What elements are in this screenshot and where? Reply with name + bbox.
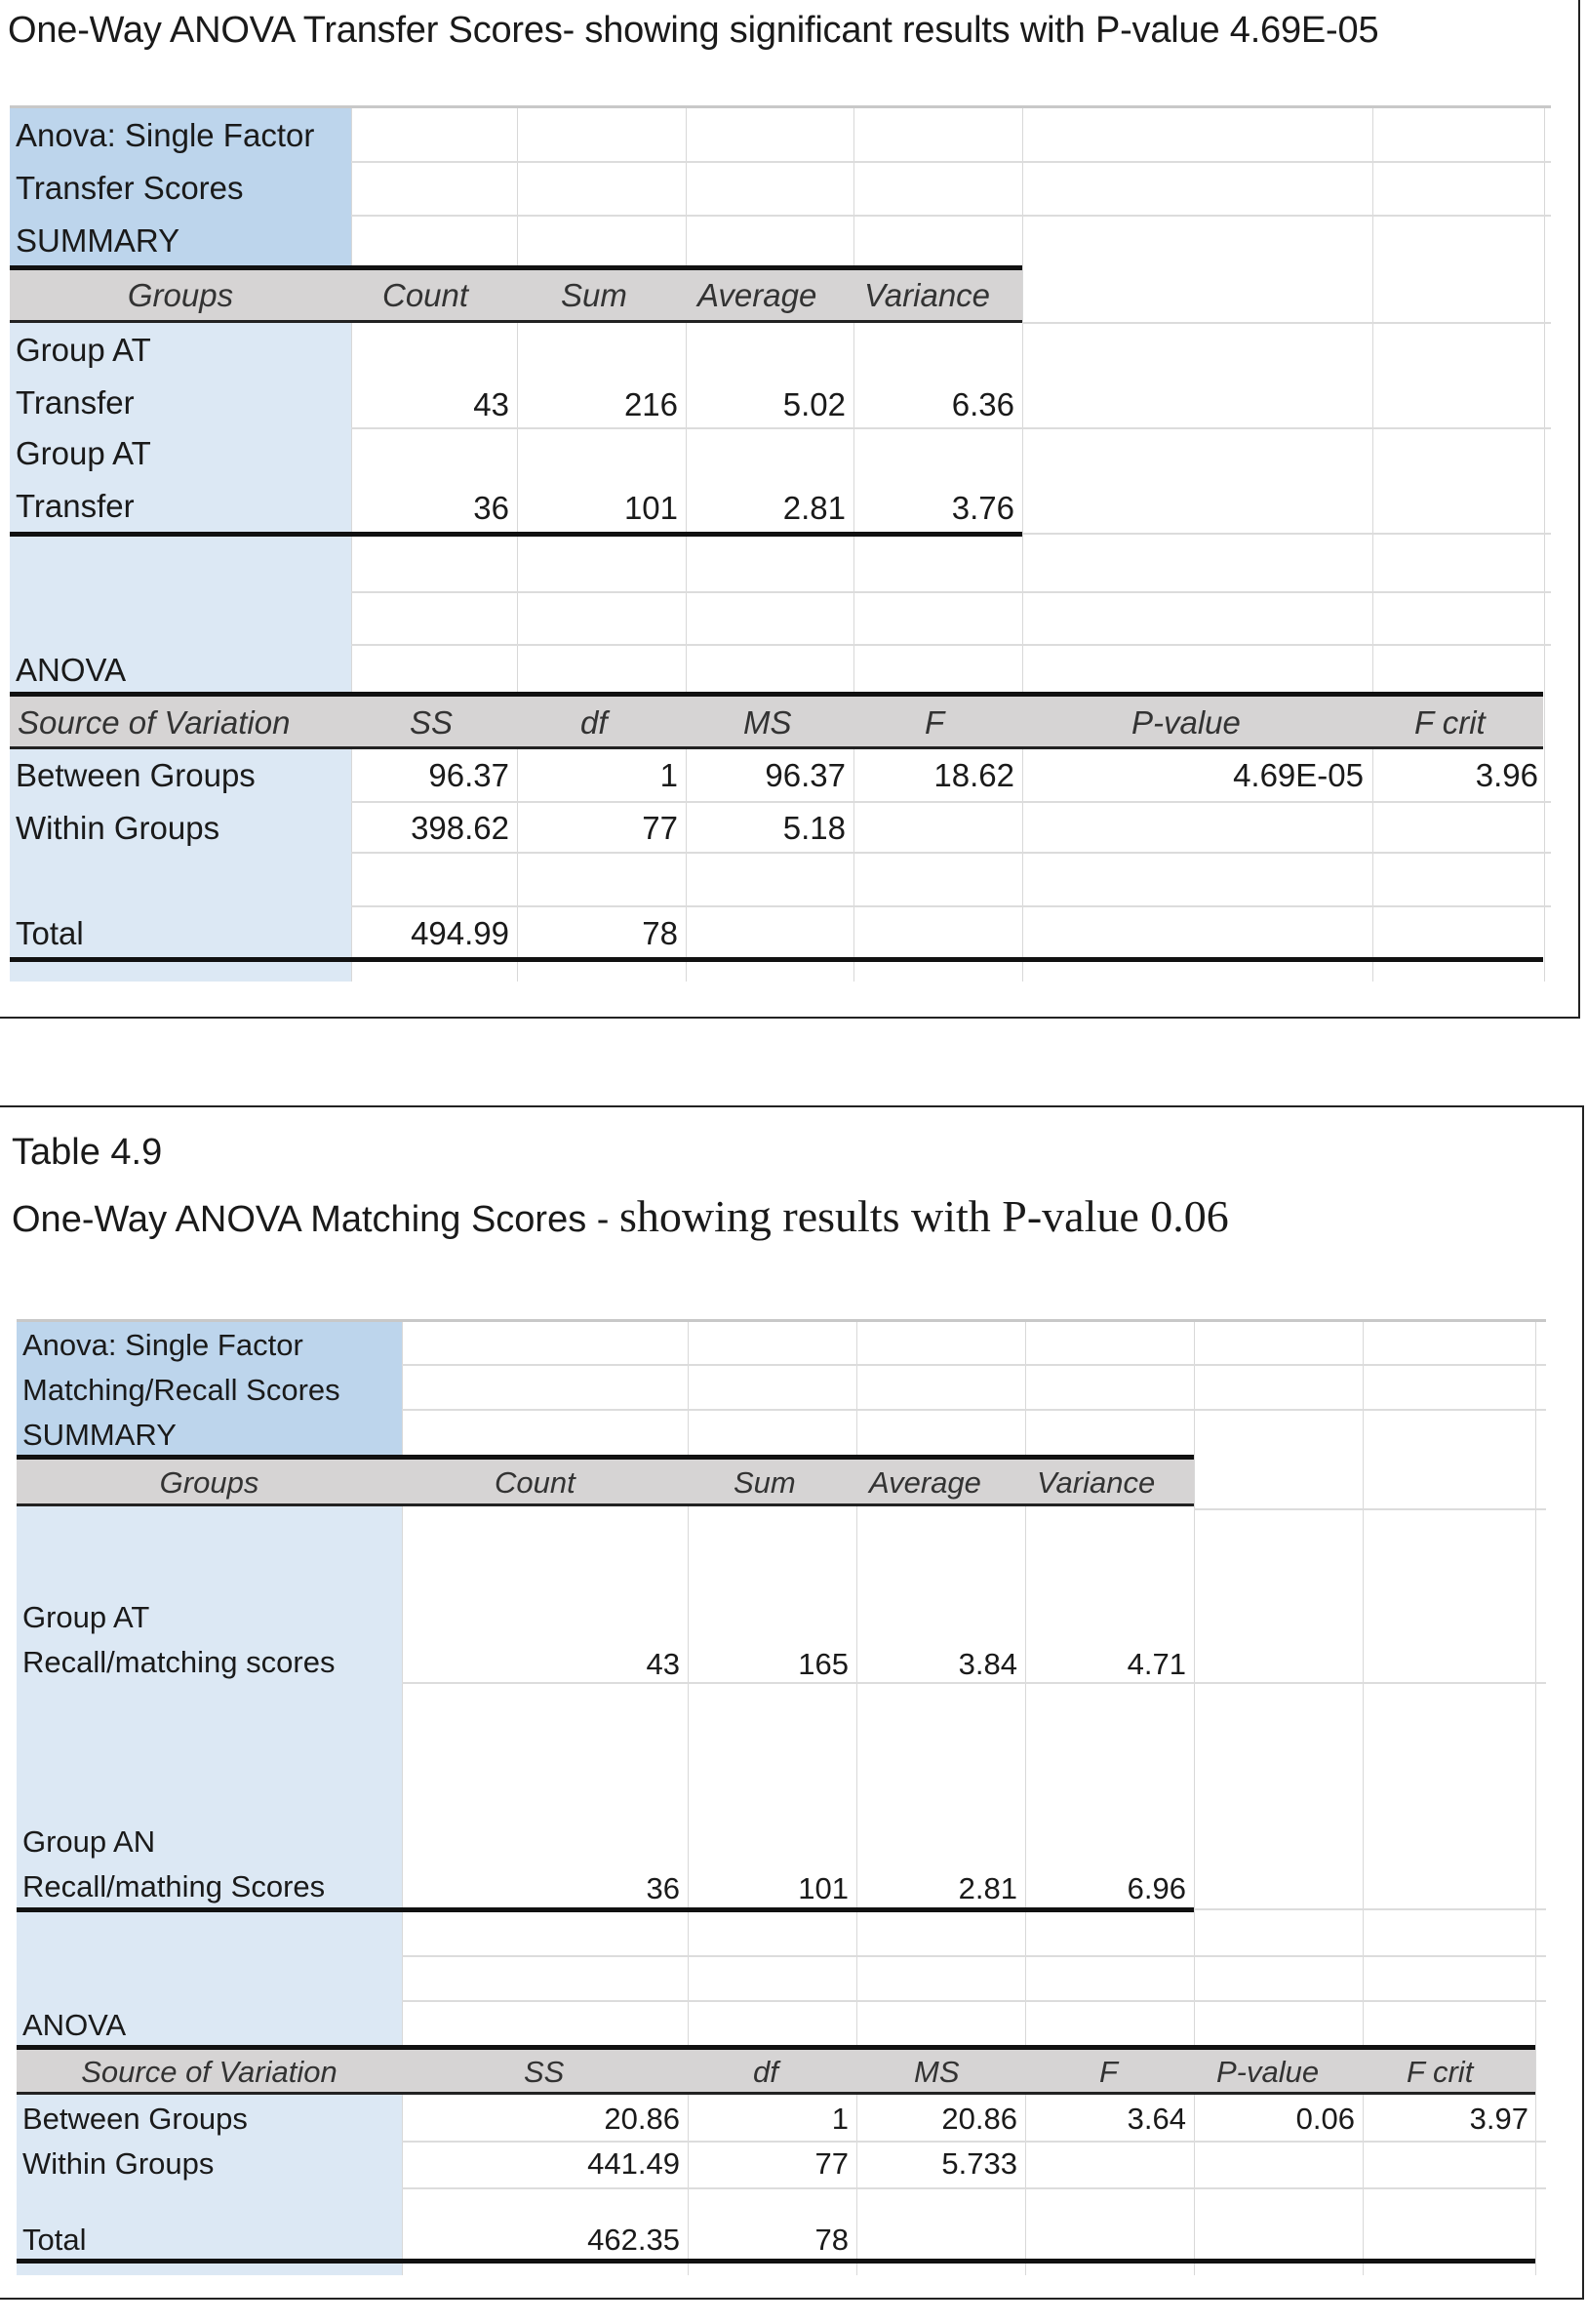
- ms-value: 5.733: [941, 2146, 1017, 2181]
- source-label: Between Groups: [22, 2102, 248, 2136]
- ss-value: 96.37: [428, 757, 509, 793]
- source-label: Total: [22, 2223, 87, 2257]
- group-name-line2: Transfer: [16, 384, 135, 421]
- p-value: 4.69E-05: [1233, 757, 1364, 793]
- col-variance: Variance: [1037, 1465, 1156, 1500]
- f-value: 18.62: [933, 757, 1014, 793]
- variance-value: 4.71: [1127, 1647, 1186, 1681]
- col-p-value: P-value: [1216, 2055, 1320, 2089]
- col-source: Source of Variation: [18, 704, 291, 741]
- col-sum: Sum: [561, 277, 627, 313]
- group-name-line2: Recall/mathing Scores: [22, 1869, 326, 1903]
- sum-value: 101: [798, 1871, 849, 1905]
- df-value: 77: [814, 2146, 849, 2181]
- average-value: 3.84: [958, 1647, 1017, 1681]
- source-label: Within Groups: [22, 2146, 215, 2181]
- group-name: Group AN: [22, 1824, 156, 1859]
- figure-2-title-sans: One-Way ANOVA Matching Scores -: [12, 1199, 619, 1240]
- col-ss: SS: [410, 704, 454, 741]
- f-crit-value: 3.97: [1469, 2102, 1528, 2136]
- count-value: 36: [473, 490, 509, 526]
- col-df: df: [753, 2055, 778, 2089]
- count-value: 43: [473, 386, 509, 422]
- average-value: 2.81: [782, 490, 846, 526]
- summary-label: SUMMARY: [22, 1418, 177, 1452]
- col-ms: MS: [914, 2055, 960, 2089]
- anova-label: ANOVA: [22, 2008, 127, 2042]
- df-value: 78: [814, 2223, 849, 2257]
- variance-value: 3.76: [951, 490, 1014, 526]
- col-f: F: [1099, 2055, 1118, 2089]
- source-label: Between Groups: [16, 757, 256, 793]
- average-value: 5.02: [782, 386, 846, 422]
- summary-label: SUMMARY: [16, 222, 180, 259]
- col-ms: MS: [743, 704, 792, 741]
- ms-value: 5.18: [782, 810, 846, 846]
- group-name: Group AT: [16, 435, 151, 471]
- col-count: Count: [382, 277, 469, 313]
- ss-value: 462.35: [587, 2223, 680, 2257]
- variance-value: 6.96: [1127, 1871, 1186, 1905]
- sheet-title: Anova: Single Factor: [16, 117, 315, 153]
- source-label: Within Groups: [16, 810, 220, 846]
- col-ss: SS: [524, 2055, 565, 2089]
- col-count: Count: [495, 1465, 575, 1500]
- col-variance: Variance: [864, 277, 991, 313]
- f-crit-value: 3.96: [1475, 757, 1538, 793]
- col-f-crit: F crit: [1414, 704, 1486, 741]
- sheet-subtitle: Transfer Scores: [16, 170, 244, 206]
- ss-value: 441.49: [587, 2146, 680, 2181]
- f-value: 3.64: [1127, 2102, 1186, 2136]
- count-value: 36: [646, 1871, 680, 1905]
- df-value: 1: [659, 757, 678, 793]
- ms-value: 96.37: [765, 757, 846, 793]
- table-label: Table 4.9: [12, 1132, 163, 1173]
- sum-value: 216: [623, 386, 678, 422]
- source-label: Total: [16, 915, 84, 951]
- sum-value: 101: [623, 490, 678, 526]
- col-average: Average: [869, 1465, 981, 1500]
- col-p-value: P-value: [1131, 704, 1241, 741]
- df-value: 77: [642, 810, 678, 846]
- group-name-line2: Recall/matching scores: [22, 1645, 336, 1679]
- col-source: Source of Variation: [81, 2055, 337, 2089]
- transfer-anova-sheet: [10, 105, 1551, 982]
- group-name: Group AT: [22, 1600, 150, 1634]
- group-name-line2: Transfer: [16, 488, 135, 524]
- df-value: 78: [642, 915, 678, 951]
- count-value: 43: [646, 1647, 680, 1681]
- p-value: 0.06: [1295, 2102, 1355, 2136]
- ss-value: 20.86: [604, 2102, 680, 2136]
- col-average: Average: [697, 277, 817, 313]
- figure-2-title-serif: showing results with P-value 0.06: [619, 1191, 1229, 1241]
- col-groups: Groups: [127, 277, 234, 313]
- col-df: df: [580, 704, 608, 741]
- average-value: 2.81: [958, 1871, 1017, 1905]
- figure-2-title: [12, 1190, 1229, 1242]
- ms-value: 20.86: [941, 2102, 1017, 2136]
- col-f: F: [925, 704, 945, 741]
- variance-value: 6.36: [951, 386, 1014, 422]
- col-groups: Groups: [159, 1465, 259, 1500]
- sheet-subtitle: Matching/Recall Scores: [22, 1373, 340, 1407]
- matching-anova-sheet: [17, 1319, 1546, 2275]
- figure-1-title: One-Way ANOVA Transfer Scores- showing significant results with P-value 4.69E-05: [8, 10, 1379, 51]
- col-f-crit: F crit: [1407, 2055, 1474, 2089]
- group-name: Group AT: [16, 332, 151, 368]
- col-sum: Sum: [734, 1465, 796, 1500]
- anova-label: ANOVA: [16, 652, 127, 688]
- sum-value: 165: [798, 1647, 849, 1681]
- sheet-title: Anova: Single Factor: [22, 1328, 303, 1362]
- ss-value: 494.99: [411, 915, 509, 951]
- df-value: 1: [831, 2102, 849, 2136]
- ss-value: 398.62: [411, 810, 509, 846]
